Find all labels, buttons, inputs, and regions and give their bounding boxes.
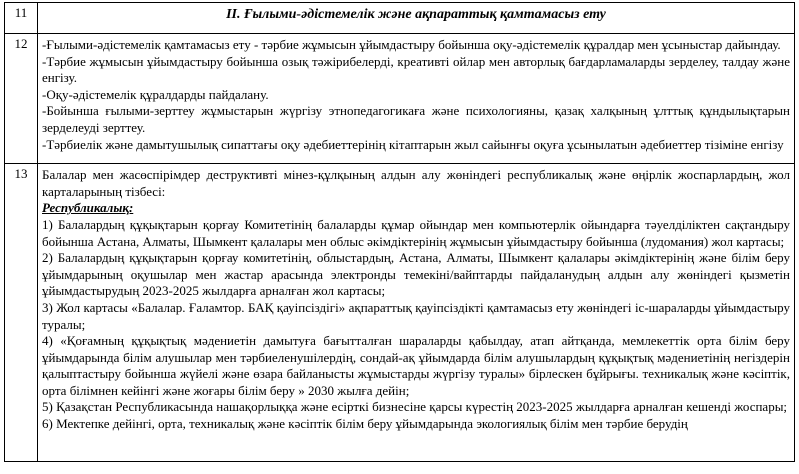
list-item: 3) Жол картасы «Балалар. Ғаламтор. БАҚ қауіпсіздігі» ақпараттық қауіпсіздікті қамтамасыз ету жөніндегі іс-шараларды ұйымдастыру туралы; (42, 299, 790, 332)
document-table (4, 2, 795, 462)
list-item: 5) Қазақстан Республикасында нашақорлыққа және есірткі бизнесіне қарсы күрестің 2023-2025 жылдарға арналған кешенді жоспары; (42, 399, 788, 415)
row-content (38, 164, 795, 462)
row-number: 11 (5, 3, 38, 34)
paragraph: -Оқу-әдістемелік құралдарды пайдалану. (42, 86, 269, 102)
row-number: 12 (5, 34, 38, 164)
section-title: II. Ғылыми-әдістемелік және ақпараттық қамтамасыз ету (38, 3, 795, 34)
table-row (5, 164, 795, 462)
paragraph: -Тәрбие жұмысын ұйымдастыру бойынша озық тәжірибелерді, креативті ойлар мен авторлық бағдарламаларды зерделеу, талдау және енгізу. (42, 53, 790, 86)
row-content (38, 34, 795, 164)
list-item: 1) Балалардың құқықтарын қорғау Комитетінің балаларды құмар ойындар мен компьютерлік ойындарға тәуелділіктен сақтандыру бойынша Астана, Алматы, Шымкент қалалары мен облыс әкімдіктерінің жұмысын ұйымдастыру бойынша (лудомания) жол картасы; (42, 216, 790, 249)
paragraph: -Тәрбиелік және дамытушылық сипаттағы оқу әдебиеттерінің кітаптарын жыл сайынғы оқуға ұсынылатын әдебиеттер тізіміне енгізу (42, 136, 784, 152)
list-item: 4) «Қоғамның құқықтық мәдениетін дамытуға бағытталған шараларды қабылдау, атап айтқанда, мемлекеттік орта білім беру ұйымдарында білім алушылар мен тәрбиеленушілердің, сондай-ақ ұйымдарда білім алушылардың құқықтық мәдениетінің негіздерін қалыптастыру бойынша жүйелі және өзара байланысты жұмыстарды жүргізу туралы» бірлескен бұйрығы. техникалық және кәсіптік, орта білімнен кейінгі және жоғары білім беру » 2030 жылға дейін; (42, 333, 790, 398)
paragraph: -Бойынша ғылыми-зерттеу жұмыстарын жүргізу этнопедагогикаға және психологияны, қазақ халқының ұлттық құндылықтарын зерделеуді зерттеу. (42, 103, 790, 135)
table-row (5, 34, 795, 164)
paragraph: -Ғылыми-әдістемелік қамтамасыз ету - тәрбие жұмысын ұйымдастыру бойынша оқу-әдістемелік құралдар мен ұсыныстар дайындау. (42, 37, 781, 52)
list-item: 2) Балалардың құқықтарын қорғау комитетінің, облыстардың, Астана, Алматы, Шымкент қалалары әкімдіктерінің және білім беру ұйымдарының оқушылар мен жастар арасында электронды темекіні/вайптарды пайдаланудың алдын алу жөніндегі қызметін ұйымдастырудың 2023-2025 жылдарға арналған жол картасы; (42, 250, 790, 299)
list-item: 6) Мектепке дейінгі, орта, техникалық және кәсіптік білім беру ұйымдарында экологиялық білім мен тәрбие берудің (42, 416, 688, 432)
subheading: Республикалық: (42, 200, 134, 216)
paragraph: Балалар мен жасөспірімдер деструктивті мінез-құлқының алдын алу жөніндегі республикалық және өңірлік жоспарлардың, жол карталарының тізбесі: (42, 167, 790, 199)
row-number: 13 (5, 164, 38, 462)
table-row (5, 3, 795, 34)
